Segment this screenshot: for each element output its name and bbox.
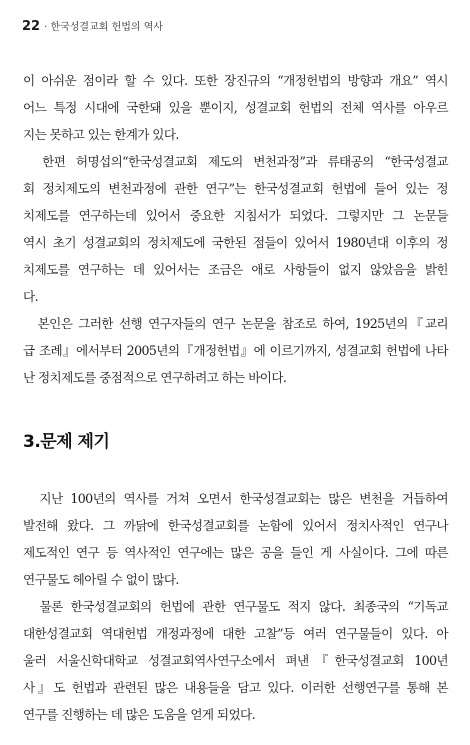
text-line: 치제도를 연구하는데 있어서 중요한 지침서가 되었다. 그렇지만 그 논문들 xyxy=(23,208,448,223)
text-line: 회 정치제도의 변천과정에 관한 연구”는 한국성결교회 헌법에 들어 있는 정 xyxy=(23,181,448,196)
section-heading: 3.문제 제기 xyxy=(23,432,110,452)
text-line: 제도적인 연구 등 역사적인 연구에는 많은 공을 들인 게 사실이다. 그에 따른 xyxy=(23,545,448,560)
text-line: 울러 서울신학대학교 성결교회역사연구소에서 펴낸『한국성결교회 100년 xyxy=(23,653,448,668)
text-line: 급 조례』에서부터 2005년의『개정헌법』에 이르기까지, 성결교회 헌법에 나타 xyxy=(23,343,448,358)
text-line: 본인은 그러한 선행 연구자들의 연구 논문을 참조로 하여, 1925년의『교리 xyxy=(23,316,448,331)
text-line: 한편 허명섭의“한국성결교회 제도의 변천과정”과 류태공의 “한국성결교 xyxy=(23,154,448,169)
text-line: 난 정치제도를 중점적으로 연구하려고 하는 바이다. xyxy=(23,370,287,385)
text-line: 사』도 헌법과 관련된 많은 내용들을 담고 있다. 이러한 선행연구를 통해 본 xyxy=(23,680,448,695)
text-line: 대한성결교회 역대헌법 개정과정에 대한 고찰”등 여러 연구물들이 있다. 아 xyxy=(23,626,448,641)
text-line: 치제도를 연구하는 데 있어서는 조금은 애로 사항들이 없지 않았음을 밝힌 xyxy=(23,262,448,277)
text-line: 이 아쉬운 점이라 할 수 있다. 또한 장진규의 “개정헌법의 방향과 개요” 역시 xyxy=(23,73,448,88)
body-text-block-2 xyxy=(23,485,448,728)
text-line: 연구를 진행하는 데 많은 도움을 얻게 되었다. xyxy=(23,707,256,722)
running-title: · 한국성결교회 헌법의 역사 xyxy=(44,22,164,33)
body-text-block-1 xyxy=(23,67,448,391)
text-line: 어느 특정 시대에 국한돼 있을 뿐이지, 성결교회 헌법의 전체 역사를 아우르 xyxy=(23,100,448,115)
text-line: 발전해 왔다. 그 까닭에 한국성결교회를 논함에 있어서 정치사적인 연구나 xyxy=(23,518,448,533)
running-header xyxy=(22,18,163,34)
text-line: 다. xyxy=(23,289,38,304)
text-line: 물론 한국성결교회의 헌법에 관한 연구물도 적지 않다. 최종국의 “기독교 xyxy=(23,599,448,614)
text-line: 지는 못하고 있는 한계가 있다. xyxy=(23,127,179,142)
text-line: 연구물도 헤아릴 수 없이 많다. xyxy=(23,572,179,587)
text-line: 역시 초기 성결교회의 정치제도에 국한된 점들이 있어서 1980년대 이후의 정 xyxy=(23,235,448,250)
page-number: 22 xyxy=(22,19,41,34)
text-line: 지난 100년의 역사를 거쳐 오면서 한국성결교회는 많은 변천을 거듭하여 xyxy=(23,491,448,506)
